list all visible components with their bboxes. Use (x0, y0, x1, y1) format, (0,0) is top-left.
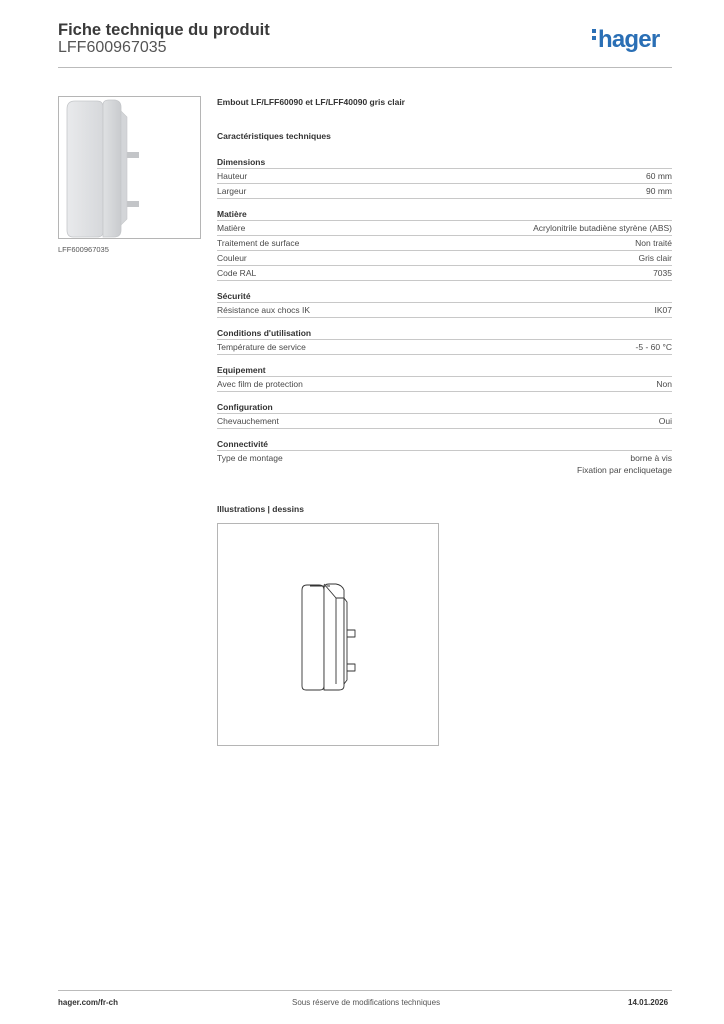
spec-value (656, 378, 672, 390)
spec-group (217, 290, 672, 318)
footer-divider (58, 990, 672, 991)
spec-value (646, 185, 672, 197)
spec-group-title: Connectivité (217, 438, 672, 451)
spec-group (217, 327, 672, 355)
illustration-drawing (217, 523, 439, 746)
spec-group (217, 401, 672, 429)
illustrations-heading: Illustrations | dessins (217, 504, 304, 514)
spec-group-title: Matière (217, 208, 672, 221)
technical-characteristics-heading: Caractéristiques techniques (217, 131, 331, 141)
spec-group (217, 208, 672, 281)
product-thumbnail (58, 96, 201, 239)
spec-row (217, 377, 672, 392)
spec-row (217, 414, 672, 429)
spec-value (655, 304, 673, 316)
spec-group-title: Conditions d'utilisation (217, 327, 672, 340)
logo-dots-icon (592, 29, 596, 43)
spec-row (217, 184, 672, 199)
spec-value (636, 341, 672, 353)
end-cap-line-drawing (218, 524, 438, 745)
spec-value-line: 7035 (653, 268, 672, 278)
spec-row (217, 340, 672, 355)
spec-row (217, 236, 672, 251)
spec-label: Chevauchement (217, 416, 279, 426)
spec-group-title: Equipement (217, 364, 672, 377)
spec-value-line: Oui (658, 416, 672, 426)
logo-text: hager (598, 26, 660, 53)
spec-value-line: 90 mm (646, 186, 672, 196)
spec-value-line: borne à vis (630, 453, 672, 463)
spec-label: Résistance aux chocs IK (217, 305, 311, 315)
spec-value (646, 170, 672, 182)
spec-value (635, 237, 672, 249)
end-cap-photo (59, 97, 200, 238)
spec-value-line: Non (656, 379, 672, 389)
spec-value-line: IK07 (654, 305, 672, 315)
spec-value-line: Fixation par encliquetage (577, 465, 672, 475)
footer-disclaimer: Sous réserve de modifications techniques (292, 998, 441, 1007)
hager-logo[interactable] (592, 26, 659, 54)
spec-row (217, 451, 672, 477)
spec-row (217, 251, 672, 266)
product-name: Embout LF/LFF60090 et LF/LFF40090 gris clair (217, 97, 405, 107)
spec-group-title: Sécurité (217, 290, 672, 303)
spec-table (217, 156, 672, 486)
spec-value (653, 267, 672, 279)
spec-label: Code RAL (217, 268, 257, 278)
spec-label: Matière (217, 223, 246, 233)
spec-value (659, 415, 672, 427)
spec-value-line: Gris clair (638, 253, 672, 263)
spec-value-line: Acrylonitrile butadiène styrène (ABS) (533, 223, 672, 233)
footer-date: 14.01.2026 (628, 998, 669, 1007)
spec-value (577, 452, 672, 476)
spec-value (533, 222, 672, 234)
page-title: Fiche technique du produit (58, 21, 270, 39)
spec-row (217, 221, 672, 236)
spec-label: Température de service (217, 342, 306, 352)
spec-label: Avec film de protection (217, 379, 303, 389)
spec-label: Largeur (217, 186, 247, 196)
spec-label: Couleur (217, 253, 247, 263)
spec-row (217, 169, 672, 184)
spec-group-title: Configuration (217, 401, 672, 414)
spec-group (217, 438, 672, 477)
spec-row (217, 303, 672, 318)
spec-label: Hauteur (217, 171, 248, 181)
footer-website-link[interactable]: hager.com/fr-ch (58, 998, 119, 1007)
product-code: LFF600967035 (58, 39, 167, 56)
spec-group (217, 364, 672, 392)
header-divider (58, 67, 672, 68)
spec-value (638, 252, 672, 264)
spec-group-title: Dimensions (217, 156, 672, 169)
spec-group (217, 156, 672, 199)
spec-value-line: 60 mm (646, 171, 672, 181)
spec-label: Traitement de surface (217, 238, 300, 248)
thumbnail-caption: LFF600967035 (58, 245, 109, 254)
spec-value-line: Non traité (635, 238, 672, 248)
spec-value-line: -5 - 60 °C (635, 342, 672, 352)
spec-row (217, 266, 672, 281)
spec-label: Type de montage (217, 453, 283, 463)
